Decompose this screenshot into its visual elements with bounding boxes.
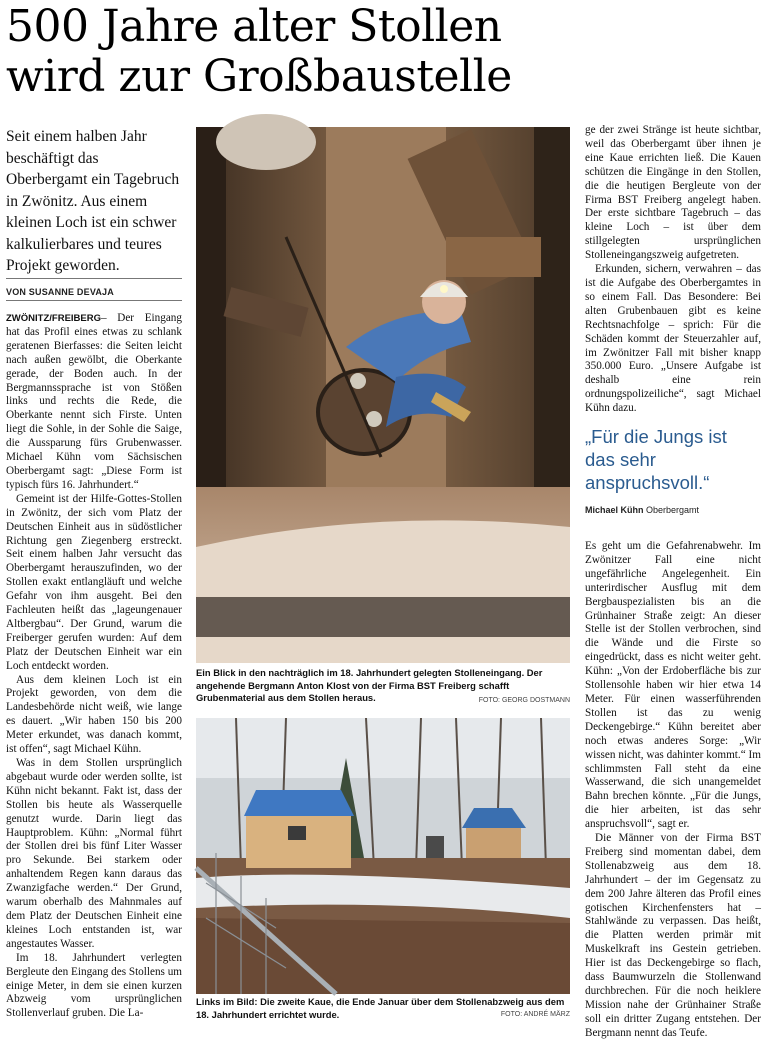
paragraph: Gemeint ist der Hilfe-Gottes-Stollen in Zwönitz, der sich vom Platz der Deutschen Einheit aus in südöstlicher Richtung gen Ziegenberg erstreckt. Seit einem halben Jahr versucht das Oberbergamt herauszufinden, wo der Stollen exakt entlangläuft und welche Gefahr von ihm ausgeht. Bei den Fachleuten heißt das „lageungenauer Altbergbau“. Der Grund, warum die Freiberger gerufen wurden: Auf dem Platz der Deutschen Einheit war ein Loch entdeckt worden.: [6, 492, 182, 672]
paragraph: Im 18. Jahrhundert verlegten Bergleute den Eingang des Stollens um einige Meter, in dem sie einen kurzen Abzweig vom ursprünglichen Stollenverlauf gruben. Die La-: [6, 951, 182, 1020]
lede-divider: [6, 278, 182, 279]
tunnel-photo-illustration: [196, 127, 570, 663]
photo-bottom-caption: Links im Bild: Die zweite Kaue, die Ende Januar über dem Stollenabzweig aus dem 18. Jahrhundert errichtet wurde. FOTO: ANDRÉ MÄRZ: [196, 996, 570, 1020]
photo-second-kaue: [196, 718, 570, 994]
paragraph: Aus dem kleinen Loch ist ein Projekt geworden, von dem die Landesbehörde nicht weiß, wie lange es dauert. „Wir haben 150 bis 200 Meter erkundet, was danach kommt, ist offen“, sagt Michael Kühn.: [6, 673, 182, 756]
paragraph: Die Männer von der Firma BST Freiberg sind momentan dabei, dem Stollenabzweig aus dem 18. Jahrhundert – der im Gegensatz zu dem 200 Jahre älteren das Profil eines gotischen Kirchenfensters hat – Stahlwände zu verpassen. Das heißt, die Platten werden primär mit Muskelkraft ins Gestein getrieben. Hier ist das Deckengebirge so flach, dass Baumwurzeln die Stollenwand durchbrechen. Für die noch heiklere Mission nahe der Grünhainer Straße soll ein dritter Zugang entstehen. Der Bergmann nennt das Teufe.: [585, 832, 761, 1039]
headline-line-2: wird zur Großbaustelle: [6, 51, 512, 102]
paragraph: Erkunden, sichern, verwahren – das ist die Aufgabe des Oberbergamtes in so einem Fall. Das Besondere: Bei alten Grubenbauen gibt es keine Rechtsnachfolge – sprich: Für die Schäden kommt der Steuerzahler auf, im Zwönitzer Fall mit bisher knapp 350.000 Euro. „Unsere Aufgabe ist deshalb eine rein ordnungspolizeiliche“, sagt Michael Kühn dazu.: [585, 263, 761, 415]
byline: VON SUSANNE DEVAJA: [6, 287, 114, 297]
article-column-1: [6, 312, 182, 1018]
article-column-3-bottom: [585, 540, 761, 1039]
photo-top-credit: FOTO: GEORG DOSTMANN: [478, 697, 570, 705]
paragraph: Es geht um die Gefahrenabwehr. Im Zwönitzer Fall eine nicht ungefährliche Angelegenheit. Ein unterirdischer Ausflug mit dem Bergbauspezialisten bis an die Grünhainer Straße zeigt: An dieser Stelle ist der Stollen verbrochen, sind die Wände und die Firste so eingedrückt, dass es nicht weiter geht. Kühn: „Von der Erdoberfläche bis zur Stollensohle haben wir hier etwa 14 Meter. Für einen wasserführenden Stollen ist das zu wenig Deckengebirge.“ Kühn bereitet aber noch etwas anderes Sorge: „Wir wissen nicht, was dahinter kommt.“ Im schlimmsten Fall steht da eine Wasserwand, die sich unangemeldet Bahn brechen könnte. „Für die Jungs, die hier arbeiten, ist das sehr anspruchsvoll“, sagt er.: [585, 540, 761, 831]
article-column-3-top: [585, 124, 761, 414]
photo-top-caption: Ein Blick in den nachträglich im 18. Jahrhundert gelegten Stolleneingang. Der angehende Bergmann Anton Klost von der Firma BST Freiberg schafft Grubenmaterial aus dem Stollen heraus. FOTO: GEORG DOSTMANN: [196, 667, 570, 708]
paragraph: Was in dem Stollen ursprünglich abgebaut wurde oder werden sollte, ist Kühn nicht bekannt. Fakt ist, dass der Stollen bis heute als Wasserquelle genutzt wurde. Darin liegt das Hauptproblem. Kühn: „Normal führt der Stollen drei bis fünf Liter Wasser pro Sekunde. Bei starkem oder anhaltendem Regen kann daraus das Zwanzigfache werden.“ Der Grund, warum oberhalb des Mahnmales auf dem Platz der Deutschen Einheit eine kleines Loch entstanden ist, war angestautes Wasser.: [6, 757, 182, 950]
paragraph: ge der zwei Stränge ist heute sichtbar, weil das Oberbergamt über ihnen je eine Kaue errichten ließ. Die Kauen schützen die Eingänge in den Stollen, die die heutigen Bergleute von der Firma BST Freiberg angelegt haben. Der erste sichtbare Tagebruch – das kleine Loch – ist über dem stillgelegten ursprünglichen Stolleneingangszweig aufgetreten.: [585, 124, 761, 262]
byline-divider: [6, 300, 182, 301]
dateline: ZWÖNITZ/FREIBERG: [6, 313, 101, 324]
photo-bottom-credit: FOTO: ANDRÉ MÄRZ: [500, 1011, 570, 1018]
headline-line-1: 500 Jahre alter Stollen: [6, 1, 502, 52]
photo-tunnel-entrance: [196, 127, 570, 663]
pull-quote-role: Oberbergamt: [646, 505, 700, 515]
pull-quote-author: Michael Kühn: [585, 505, 644, 515]
pull-quote: „Für die Jungs ist das sehr anspruchsvoll.“: [585, 426, 727, 493]
lede: Seit einem halben Jahr beschäftigt das Oberbergamt ein Tagebruch in Zwönitz. Aus einem kleinen Loch ist ein schwer kalkulierbares und teures Projekt geworden.: [6, 128, 180, 274]
paragraph: ZWÖNITZ/FREIBERG– Der Eingang hat das Profil eines etwas zu schlank geratenen Bierfasses: die Seiten leicht nach außen gewölbt, die Oberkante gerade, der Boden auch. In der Bergmannssprache ist von Stößen links und rechts die Rede, die Oberkante nennt sich Firste. Unten liegt die Sohle, in der Sohle die Saige, die Aussparung fürs Grubenwasser. Michael Kühn vom Sächsischen Oberbergamt sagt: „Diese Form ist typisch fürs 16. Jahrhundert.“: [6, 312, 182, 491]
pull-quote-source: [585, 505, 760, 515]
headline: [6, 2, 758, 102]
kaue-photo-illustration: [196, 718, 570, 994]
